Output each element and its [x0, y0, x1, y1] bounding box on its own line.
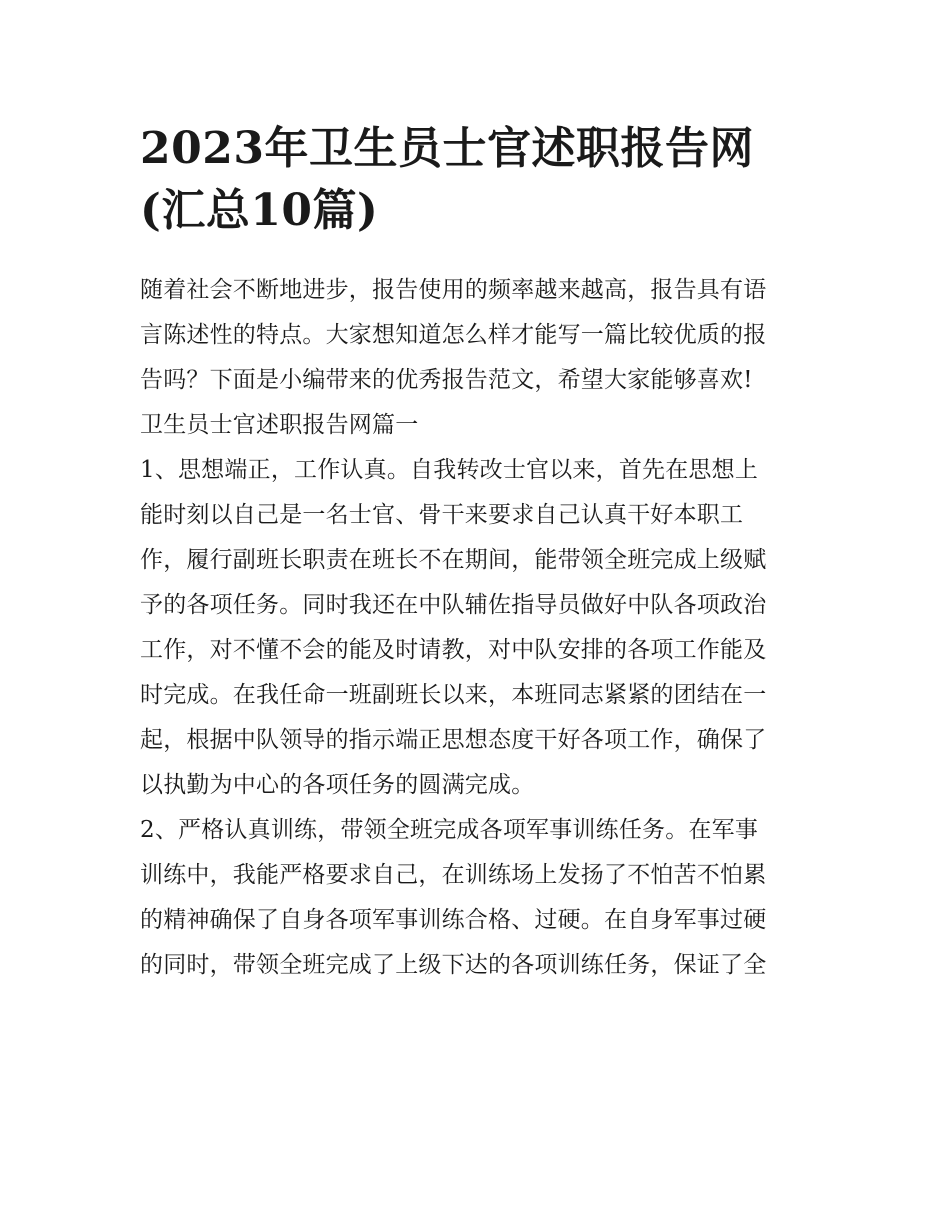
paragraph-1-line-8: 以执勤为中心的各项任务的圆满完成。 [140, 772, 535, 798]
paragraph-2-line-4: 的同时，带领全班完成了上级下达的各项训练任务，保证了全 [140, 952, 767, 978]
paragraph-1-line-1: 1、思想端正，工作认真。自我转改士官以来，首先在思想上 [140, 457, 759, 483]
paragraph-1-line-3: 作，履行副班长职责在班长不在期间，能带领全班完成上级赋 [140, 547, 767, 573]
paragraph-1-line-7: 起，根据中队领导的指示端正思想态度干好各项工作，确保了 [140, 727, 767, 753]
paragraph-2-line-2: 训练中，我能严格要求自己，在训练场上发扬了不怕苦不怕累 [140, 862, 767, 888]
paragraph-1-line-6: 时完成。在我任命一班副班长以来，本班同志紧紧的团结在一 [140, 682, 767, 708]
title-line-1: 2023年卫生员士官述职报告网 [140, 123, 754, 174]
paragraph-1-line-5: 工作，对不懂不会的能及时请教，对中队安排的各项工作能及 [140, 637, 767, 663]
document-title [140, 118, 820, 242]
paragraph-1-line-4: 予的各项任务。同时我还在中队辅佐指导员做好中队各项政治 [140, 592, 767, 618]
paragraph-2-line-1: 2、严格认真训练，带领全班完成各项军事训练任务。在军事 [140, 817, 759, 843]
paragraph-2-line-3: 的精神确保了自身各项军事训练合格、过硬。在自身军事过硬 [140, 907, 767, 933]
section-heading: 卫生员士官述职报告网篇一 [140, 412, 419, 438]
title-line-2: (汇总10篇) [140, 185, 379, 236]
paragraph-1-line-2: 能时刻以自己是一名士官、骨干来要求自己认真干好本职工 [140, 502, 744, 528]
intro-line-3: 告吗？下面是小编带来的优秀报告范文，希望大家能够喜欢! [140, 367, 753, 393]
document-body [140, 268, 820, 988]
document-page [140, 118, 820, 988]
intro-line-1: 随着社会不断地进步，报告使用的频率越来越高，报告具有语 [140, 277, 767, 303]
intro-line-2: 言陈述性的特点。大家想知道怎么样才能写一篇比较优质的报 [140, 322, 767, 348]
